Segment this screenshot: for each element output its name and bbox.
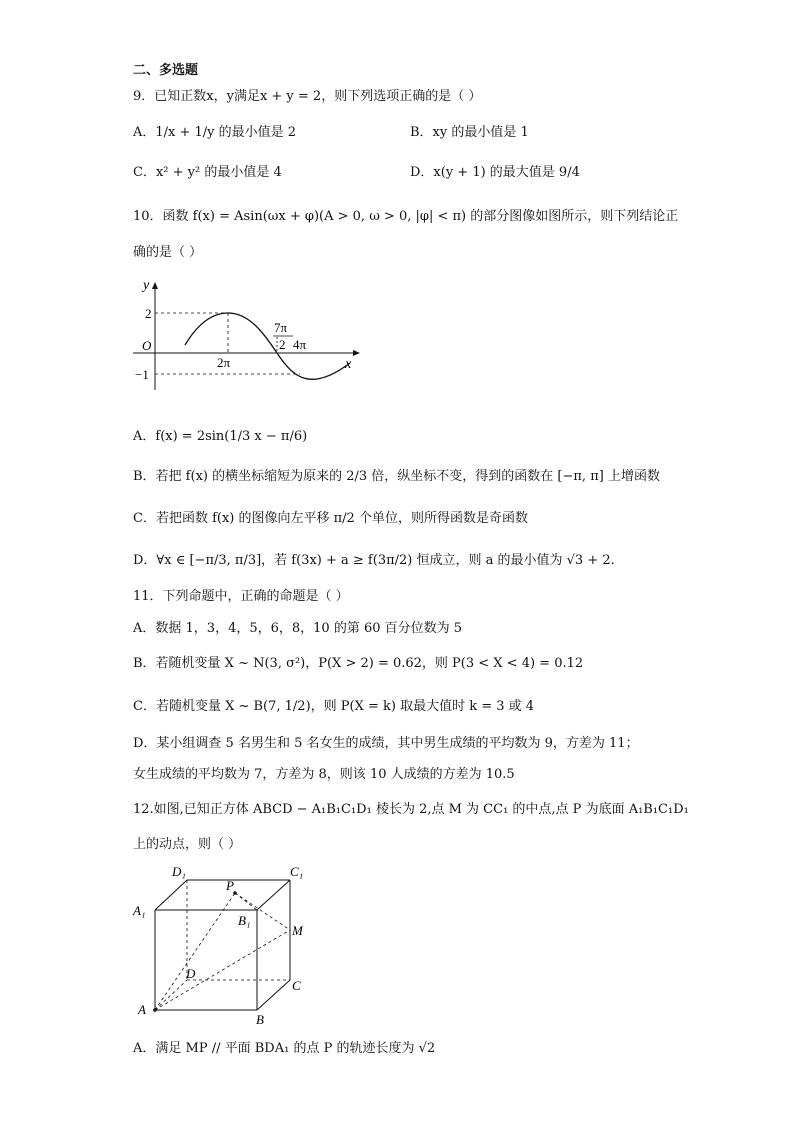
label-a1: A₁ — [133, 903, 146, 918]
q11-option-c: C．若随机变量 X ~ B(7, 1/2)，则 P(X = k) 取最大值时 k = 3 或 4 — [133, 699, 535, 714]
q11-option-a: A．数据 1，3，4，5，6，8，10 的第 60 百分位数为 5 — [133, 621, 463, 636]
y-tick-top: 2 — [145, 306, 152, 321]
q10-option-c: C．若把函数 f(x) 的图像向左平移 π/2 个单位，则所得函数是奇函数 — [133, 511, 528, 526]
q10-option-a: A．f(x) = 2sin(1/3 x − π/6) — [133, 429, 308, 444]
x-tick-4pi: 4π — [293, 337, 307, 352]
q12-option-a: A．满足 MP // 平面 BDA₁ 的点 P 的轨迹长度为 √2 — [133, 1041, 436, 1056]
q9-option-b: B．xy 的最小值是 1 — [410, 125, 529, 140]
x-tick-7pi2-den: 2 — [279, 337, 286, 352]
q9-option-c: C．x² + y² 的最小值是 4 — [133, 165, 282, 180]
label-c: C — [292, 978, 301, 993]
point-a — [153, 1008, 157, 1012]
x-axis-label: x — [345, 357, 352, 372]
sine-graph — [125, 275, 375, 395]
label-m: M — [292, 923, 303, 938]
sine-curve — [185, 313, 350, 379]
y-tick-bottom: −1 — [135, 367, 149, 382]
q10-option-d: D．∀x ∈ [−π/3, π/3]，若 f(3x) + a ≥ f(3π/2) 恒成立，则 a 的最小值为 √3 + 2． — [133, 553, 624, 568]
cube-figure — [130, 860, 320, 1030]
q9-option-a: A．1/x + 1/y 的最小值是 2 — [133, 125, 297, 140]
label-d: D — [186, 966, 196, 981]
q11-option-d-line1: D．某小组调查 5 名男生和 5 名女生的成绩，其中男生成绩的平均数为 9，方差为 11； — [133, 736, 639, 751]
q10-stem-line2: 确的是（ ） — [133, 245, 203, 260]
y-axis-arrow — [152, 282, 158, 289]
q11-option-d-line2: 女生成绩的平均数为 7，方差为 8，则该 10 人成绩的方差为 10.5 — [133, 767, 515, 782]
q10-option-b: B．若把 f(x) 的横坐标缩短为原来的 2/3 倍，纵坐标不变，得到的函数在 [−π, π] 上增函数 — [133, 469, 660, 484]
x-axis-arrow — [353, 350, 360, 356]
q9-option-d: D．x(y + 1) 的最大值是 9/4 — [410, 165, 580, 180]
q9-stem: 9．已知正数x，y满足x + y = 2，则下列选项正确的是（ ） — [133, 89, 482, 104]
q12-stem-line1: 12.如图,已知正方体 ABCD − A₁B₁C₁D₁ 棱长为 2,点 M 为 CC₁ 的中点,点 P 为底面 A₁B₁C₁D₁ — [133, 802, 689, 817]
x-tick-2pi: 2π — [217, 355, 231, 370]
q11-stem: 11．下列命题中，正确的命题是（ ） — [133, 589, 349, 604]
y-axis-label: y — [143, 278, 150, 293]
label-d1: D₁ — [172, 864, 186, 879]
label-c1: C₁ — [290, 864, 304, 879]
x-tick-7pi2-num: 7π — [274, 320, 288, 335]
q11-option-b: B．若随机变量 X ~ N(3, σ²)，P(X > 2) = 0.62，则 P(3 < X < 4) = 0.12 — [133, 656, 584, 671]
section-title: 二、多选题 — [133, 63, 199, 78]
q10-stem-line1: 10．函数 f(x) = Asin(ωx + φ)(A > 0, ω > 0, |φ| < π) 的部分图像如图所示，则下列结论正 — [133, 209, 679, 224]
label-a: A — [138, 1002, 146, 1017]
label-b: B — [256, 1012, 264, 1027]
label-b1: B₁ — [238, 913, 251, 928]
q12-stem-line2: 上的动点，则（ ） — [133, 837, 242, 852]
label-p: P — [226, 878, 234, 893]
origin-label: O — [142, 338, 152, 353]
